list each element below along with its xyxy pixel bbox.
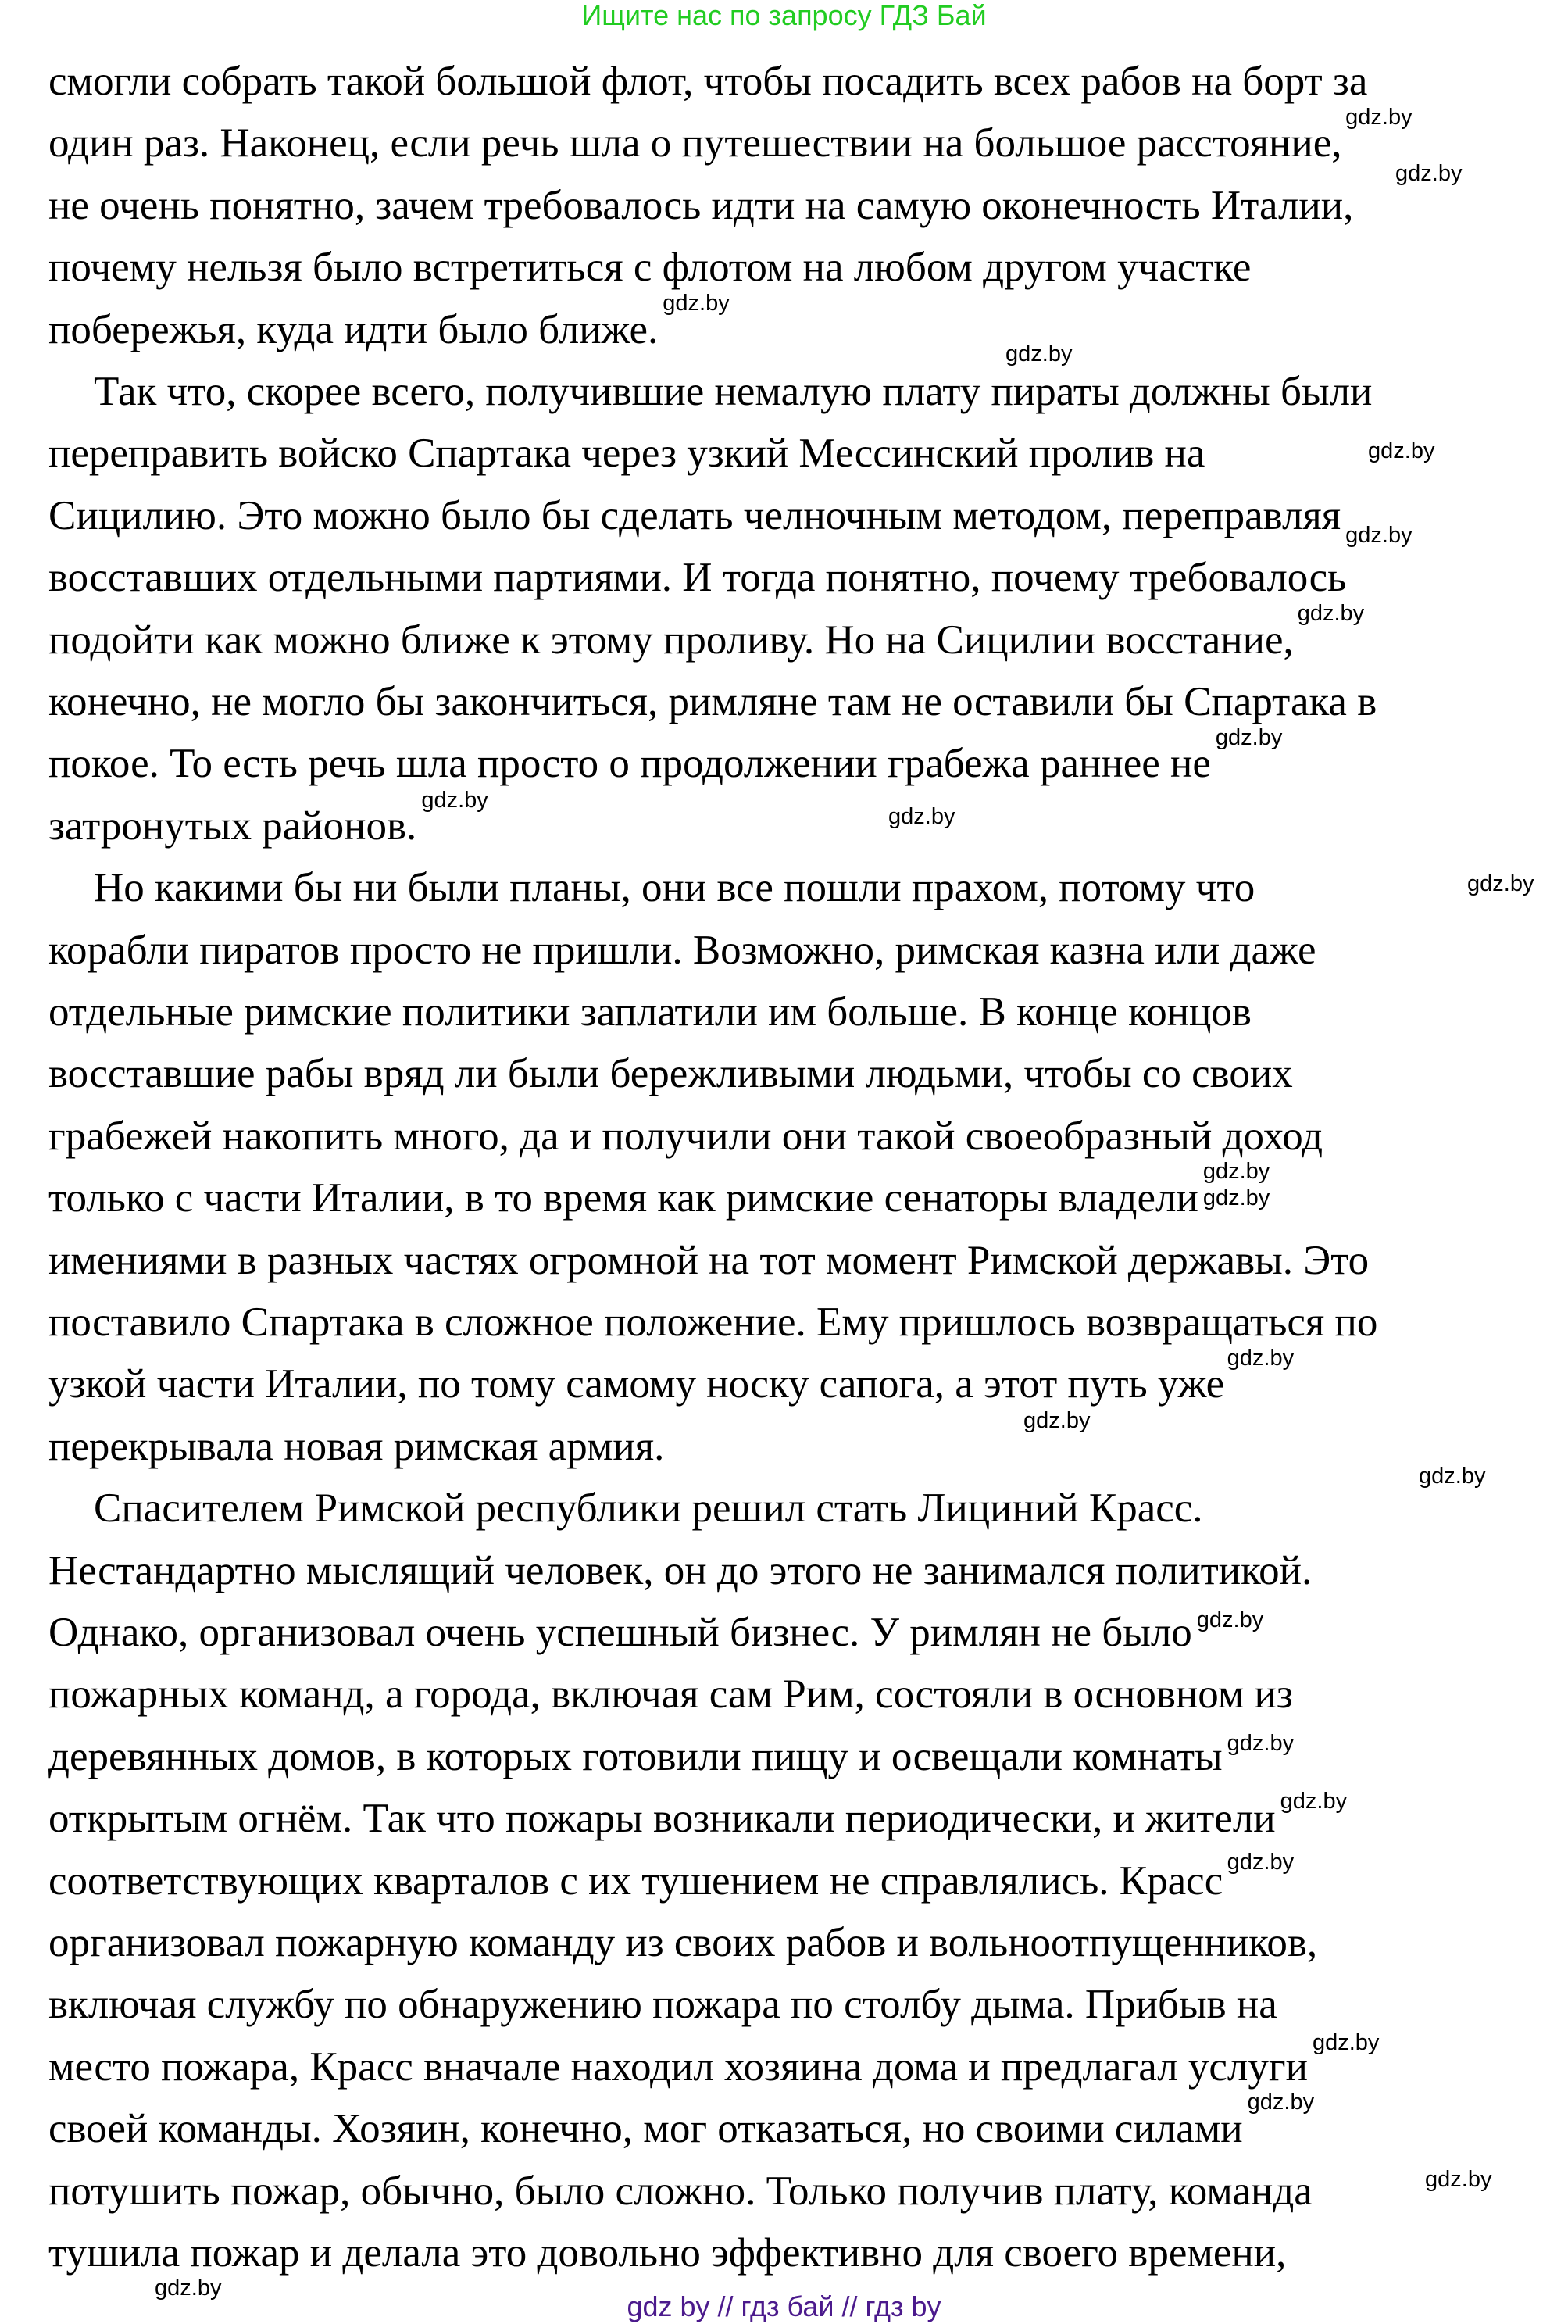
text-line: не очень понятно, зачем требовалось идти на самую оконечность Италии, [48,182,1354,228]
text-line: потушить пожар, обычно, было сложно. Только получив плату, команда [48,2168,1313,2214]
text-line: Но какими бы ни были планы, они все пошли прахом, потому что [94,865,1255,911]
text-line: покое. То есть речь шла просто о продолжении грабежа раннее не [48,741,1211,787]
watermark: gdz.by [1297,601,1365,626]
text-line: пожарных команд, а города, включая сам Рим, состояли в основном из [48,1671,1293,1718]
text-line: Сицилию. Это можно было бы сделать челночным методом, переправляя [48,492,1341,538]
text-line: переправить войско Спартака через узкий Мессинский пролив на [48,431,1205,477]
watermark: gdz.by [421,788,488,813]
text-line: включая службу по обнаружению пожара по столбу дыма. Прибыв на [48,1982,1277,2028]
text-line: Спасителем Римской республики решил стать Лициний Красс. [94,1486,1203,1532]
footer-links[interactable]: gdz by // гдз бай // гдз by [627,2290,941,2322]
text-line: тушила пожар и делала это довольно эффективно для своего времени, [48,2230,1287,2276]
watermark: gdz.by [888,804,955,829]
text-line: побережья, куда идти было ближе. [48,306,659,352]
text-line: соответствующих кварталов с их тушением не справлялись. Красс [48,1857,1223,1904]
text-line: организовал пожарную команду из своих рабов и вольноотпущенников, [48,1920,1318,1965]
watermark: gdz.by [1345,105,1413,130]
search-banner: Ищите нас по запросу ГДЗ Бай [581,0,987,31]
watermark: gdz.by [1395,161,1463,186]
text-line: корабли пиратов просто не пришли. Возможно, римская казна или даже [48,927,1316,973]
text-line: Так что, скорее всего, получившие немалую плату пираты должны были [94,369,1373,414]
text-line: отдельные римские политики заплатили им больше. В конце концов [48,989,1252,1035]
watermark: gdz.by [155,2276,222,2301]
text-line: грабежей накопить много, да и получили они такой своеобразный доход [48,1113,1323,1159]
watermark: gdz.by [1419,1464,1486,1489]
text-line: затронутых районов. [48,803,417,849]
watermark: gdz.by [1202,1159,1270,1184]
text-line: поставило Спартака в сложное положение. Ему пришлось возвращаться по [48,1300,1378,1345]
watermark: gdz.by [1005,341,1073,366]
watermark: gdz.by [1467,871,1534,896]
watermark: gdz.by [1425,2167,1492,2192]
watermark: gdz.by [1023,1408,1091,1433]
text-line: перекрывала новая римская армия. [48,1423,665,1469]
watermark: gdz.by [1312,2030,1380,2055]
watermark: gdz.by [1247,2090,1315,2115]
text-line: деревянных домов, в которых готовили пищу и освещали комнаты [48,1733,1223,1779]
watermark: gdz.by [663,291,730,316]
text-line: своей команды. Хозяин, конечно, мог отказаться, но своими силами [48,2106,1243,2152]
text-line: только с части Италии, в то время как римские сенаторы владели [48,1175,1198,1221]
text-line: подойти как можно ближе к этому проливу. Но на Сицилии восстание, [48,617,1294,663]
text-line: почему нельзя было встретиться с флотом на любом другом участке [48,245,1252,291]
watermark: gdz.by [1215,725,1283,750]
text-line: имениями в разных частях огромной на тот момент Римской державы. Это [48,1237,1370,1283]
text-line: один раз. Наконец, если речь шла о путешествии на большое расстояние, [48,120,1342,166]
watermark: gdz.by [1227,1346,1295,1371]
watermark: gdz.by [1196,1607,1264,1632]
text-line: конечно, не могло бы закончиться, римляне там не оставили бы Спартака в [48,679,1377,724]
text-line: восставшие рабы вряд ли были бережливыми людьми, чтобы со своих [48,1051,1293,1097]
watermark: gdz.by [1280,1789,1348,1814]
text-line: Нестандартно мыслящий человек, он до этого не занимался политикой. [48,1547,1313,1593]
text-line: смогли собрать такой большой флот, чтобы посадить всех рабов на борт за [48,59,1368,104]
text-line: восставших отдельными партиями. И тогда понятно, почему требовалось [48,555,1347,601]
watermark: gdz.by [1345,523,1413,548]
text-line: узкой части Италии, по тому самому носку сапога, а этот путь уже [48,1361,1225,1407]
watermark: gdz.by [1227,1731,1295,1756]
text-line: открытым огнём. Так что пожары возникали периодически, и жители [48,1796,1276,1842]
watermark: gdz.by [1202,1185,1270,1210]
text-line: Однако, организовал очень успешный бизнес. У римлян не было [48,1610,1192,1655]
watermark: gdz.by [1227,1850,1295,1875]
text-line: место пожара, Красс вначале находил хозяина дома и предлагал услуги [48,2043,1308,2090]
watermark: gdz.by [1368,438,1435,463]
